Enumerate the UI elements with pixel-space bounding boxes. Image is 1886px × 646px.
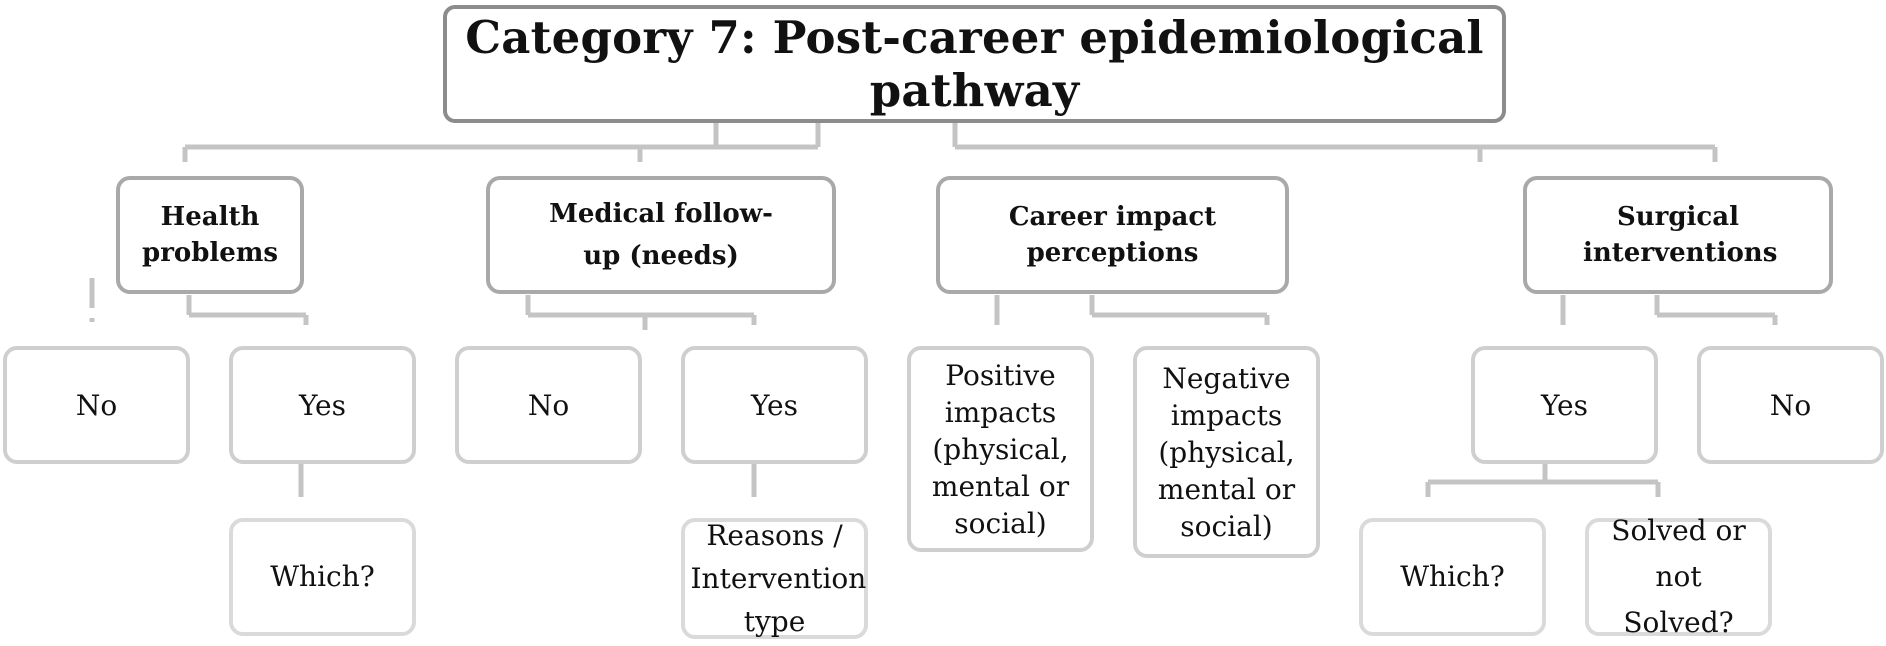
health-no-label: No	[75, 388, 118, 422]
health-which-box	[229, 518, 416, 636]
surgical-no-box	[1697, 346, 1884, 464]
surgical-solved-box	[1585, 514, 1772, 639]
medical-no-box	[455, 346, 642, 464]
medical-yes-box	[681, 346, 868, 464]
category-surgical-interventions-label: Surgical interventions	[1583, 202, 1778, 268]
health-yes-label: Yes	[299, 388, 346, 422]
medical-reasons-box	[681, 518, 868, 639]
category-career-impact-label: Career impact perceptions	[1008, 202, 1217, 268]
career-negative-label: Negative impacts (physical, mental or social)	[1157, 361, 1296, 543]
surgical-yes-box	[1471, 346, 1658, 464]
health-yes-box	[229, 346, 416, 464]
root-title-box	[443, 5, 1506, 123]
career-negative-box	[1133, 346, 1320, 558]
surgical-no-label: No	[1769, 388, 1812, 422]
medical-no-label: No	[527, 388, 570, 422]
career-positive-box	[907, 346, 1094, 552]
diagram-title: Category 7: Post-career epidemiological pathway	[465, 11, 1484, 117]
category-medical-follow-up	[486, 176, 836, 294]
career-positive-label: Positive impacts (physical, mental or social)	[931, 358, 1070, 540]
health-no-box	[3, 346, 190, 464]
surgical-yes-label: Yes	[1541, 388, 1588, 422]
surgical-which-label: Which?	[1400, 560, 1505, 593]
category-health-problems	[116, 176, 304, 294]
medical-yes-label: Yes	[751, 388, 798, 422]
health-which-label: Which?	[270, 560, 375, 593]
surgical-which-box	[1359, 518, 1546, 636]
category-health-problems-label: Health problems	[142, 202, 278, 268]
surgical-solved-label: Solved or not Solved?	[1611, 514, 1746, 639]
category-medical-follow-up-label: Medical follow-up (needs)	[549, 199, 773, 271]
medical-reasons-label: Reasons / Intervention type	[690, 519, 867, 638]
category-surgical-interventions	[1523, 176, 1833, 294]
category-career-impact	[936, 176, 1289, 294]
